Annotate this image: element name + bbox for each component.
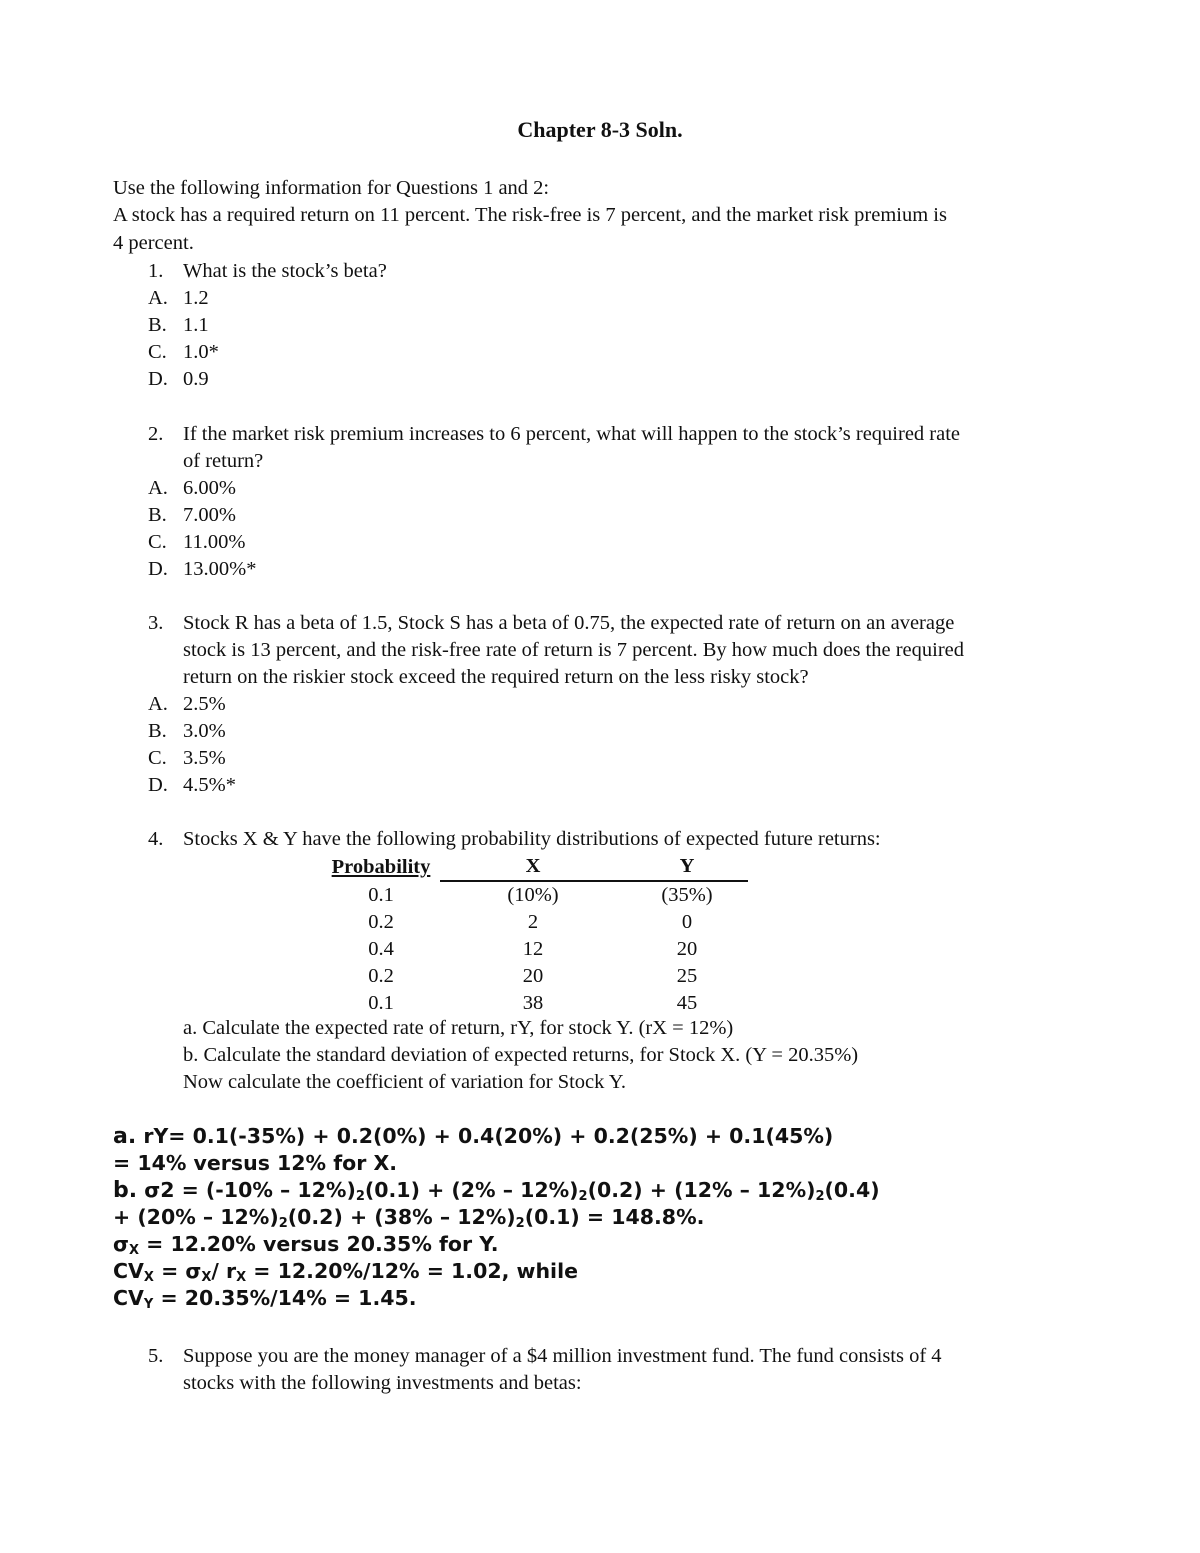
table-header-row: [322, 853, 748, 881]
formula-text: / r: [211, 1259, 237, 1283]
option-letter: A.: [148, 477, 168, 499]
solution-a-line1: [113, 1123, 833, 1150]
formula-text: = 20.35%/14% = 1.45.: [153, 1286, 417, 1310]
cell-probability: 0.4: [368, 938, 394, 960]
table-row: [322, 881, 748, 909]
cell-y: (35%): [661, 884, 713, 906]
solution-b-label: b.: [113, 1178, 138, 1203]
cell-x: 20: [522, 965, 544, 987]
formula-subscript: X: [201, 1270, 212, 1285]
formula-text: = 12.20%/12% = 1.02, while: [246, 1259, 579, 1283]
header-x: X: [440, 853, 626, 881]
cell-probability: 0.1: [368, 883, 394, 906]
question-part: Now calculate the coefficient of variation for Stock Y.: [183, 1071, 627, 1093]
header-probability: Probability: [331, 855, 431, 878]
formula-subscript: 2: [815, 1189, 825, 1204]
option-letter: D.: [148, 774, 168, 796]
option-text: 7.00%: [183, 504, 236, 526]
option-text: 1.2: [183, 287, 209, 309]
cell-x: 12: [522, 938, 544, 960]
cell-probability: 0.2: [368, 911, 394, 933]
table-row: [322, 936, 748, 963]
question-text: stock is 13 percent, and the risk-free rate of return is 7 percent. By how much does the required: [183, 639, 965, 661]
option-letter: C.: [148, 341, 167, 363]
formula-text: (0.2) + (12% – 12%): [587, 1178, 816, 1202]
cell-y: 25: [676, 965, 698, 987]
question-number: 1.: [148, 260, 164, 282]
option-text: 1.0*: [183, 341, 219, 363]
option-letter: C.: [148, 747, 167, 769]
cell-x: 38: [522, 992, 544, 1014]
table-row: [322, 990, 748, 1017]
option-text: 11.00%: [183, 531, 246, 553]
page-title: Chapter 8-3 Soln.: [517, 117, 683, 142]
cell-y: 0: [681, 911, 693, 933]
option-text: 4.5%*: [183, 774, 236, 796]
question-text: Suppose you are the money manager of a $4 million investment fund. The fund consists of 4: [183, 1345, 942, 1367]
table-row: [322, 963, 748, 990]
question-text: What is the stock’s beta?: [183, 260, 387, 282]
option-letter: A.: [148, 693, 168, 715]
question-text: If the market risk premium increases to 6 percent, what will happen to the stock’s required rate: [183, 423, 961, 445]
cell-probability: 0.1: [368, 992, 394, 1014]
question-number: 3.: [148, 612, 164, 634]
option-letter: B.: [148, 314, 167, 336]
option-text: 3.5%: [183, 747, 226, 769]
formula-text: (0.4): [824, 1178, 880, 1202]
option-text: 0.9: [183, 368, 209, 390]
question-text: return on the riskier stock exceed the required return on the less risky stock?: [183, 666, 809, 688]
formula-subscript: 2: [278, 1216, 288, 1231]
question-text: Stocks X & Y have the following probability distributions of expected future returns:: [183, 828, 881, 850]
option-text: 2.5%: [183, 693, 226, 715]
formula-subscript: 2: [578, 1189, 588, 1204]
cell-y: 20: [676, 938, 698, 960]
formula-subscript: 2: [515, 1216, 525, 1231]
formula-text: σ2 = (-10% – 12%): [144, 1178, 356, 1202]
formula-text: CV: [113, 1286, 144, 1310]
option-text: 1.1: [183, 314, 209, 336]
solution-cvy-line: [113, 1285, 417, 1318]
formula-text: + (20% – 12%): [113, 1205, 279, 1229]
formula-subscript: X: [143, 1270, 154, 1285]
formula-subscript: X: [236, 1270, 247, 1285]
solution-a-text: rY= 0.1(-35%) + 0.2(0%) + 0.4(20%) + 0.2(25%) + 0.1(45%): [143, 1124, 834, 1148]
solution-a-label: a.: [113, 1124, 137, 1149]
formula-text: σ: [113, 1232, 129, 1256]
option-letter: B.: [148, 504, 167, 526]
intro-line: Use the following information for Questions 1 and 2:: [113, 177, 550, 199]
formula-text: (0.2) + (38% – 12%): [287, 1205, 516, 1229]
formula-text: (0.1) + (2% – 12%): [364, 1178, 579, 1202]
question-part: b. Calculate the standard deviation of expected returns, for Stock X. (Y = 20.35%): [183, 1044, 859, 1066]
question-number: 5.: [148, 1345, 164, 1367]
option-letter: D.: [148, 558, 168, 580]
intro-line: A stock has a required return on 11 percent. The risk-free is 7 percent, and the market risk premium is: [113, 204, 947, 226]
option-letter: D.: [148, 368, 168, 390]
question-text: stocks with the following investments and betas:: [183, 1372, 582, 1394]
probability-table: [322, 853, 748, 1017]
option-letter: C.: [148, 531, 167, 553]
formula-text: (0.1) = 148.8%.: [524, 1205, 705, 1229]
formula-text: = 12.20% versus 20.35% for Y.: [139, 1232, 499, 1256]
solution-a-line2: = 14% versus 12% for X.: [113, 1151, 398, 1175]
formula-subscript: 2: [355, 1189, 365, 1204]
question-text: Stock R has a beta of 1.5, Stock S has a beta of 0.75, the expected rate of return on an average: [183, 612, 955, 634]
formula-subscript: X: [128, 1243, 139, 1258]
formula-subscript: Y: [143, 1297, 154, 1312]
header-y: Y: [626, 853, 748, 881]
cell-probability: 0.2: [368, 965, 394, 987]
option-text: 3.0%: [183, 720, 226, 742]
question-number: 2.: [148, 423, 164, 445]
table-row: [322, 909, 748, 936]
cell-x: 2: [527, 911, 539, 933]
formula-text: = σ: [153, 1259, 202, 1283]
option-letter: A.: [148, 287, 168, 309]
cell-x: (10%): [507, 884, 559, 906]
option-text: 13.00%*: [183, 558, 257, 580]
question-part: a. Calculate the expected rate of return, rY, for stock Y. (rX = 12%): [183, 1017, 734, 1039]
formula-text: CV: [113, 1259, 144, 1283]
intro-line: 4 percent.: [113, 232, 194, 254]
option-letter: B.: [148, 720, 167, 742]
option-text: 6.00%: [183, 477, 236, 499]
cell-y: 45: [676, 992, 698, 1014]
question-text: of return?: [183, 450, 264, 472]
question-number: 4.: [148, 828, 164, 850]
